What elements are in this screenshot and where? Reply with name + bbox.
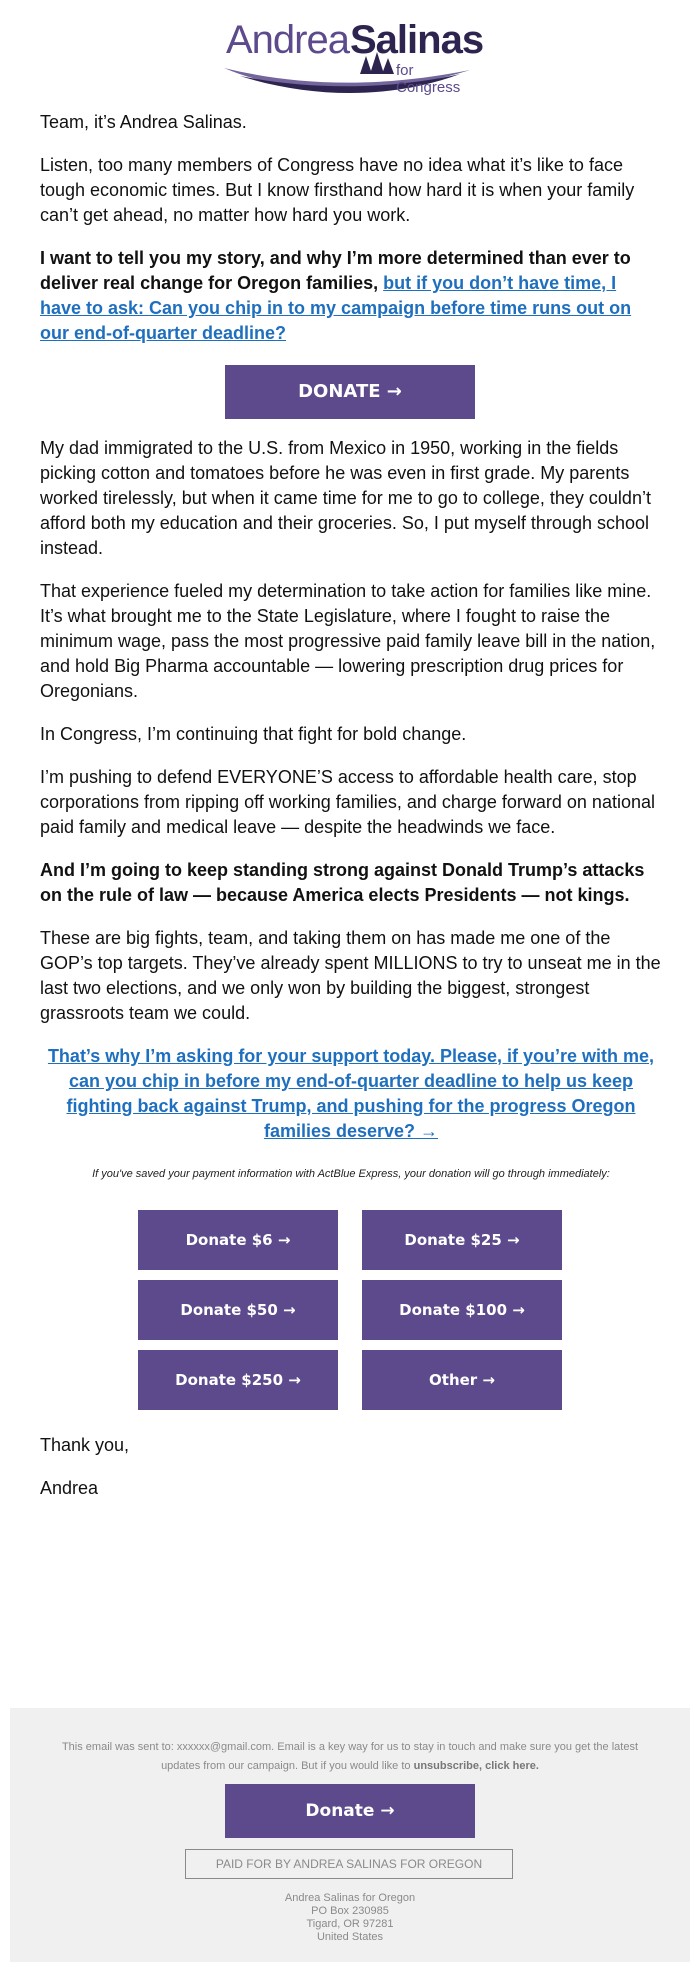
paragraph-story-ask [40,246,662,346]
paragraph-trump: And I’m going to keep standing strong against Donald Trump’s attacks on the rule of law — because America elects Presidents — not kings. [40,860,645,905]
signature: Andrea [40,1478,99,1498]
address-line: Tigard, OR 97281 [306,1918,394,1930]
actblue-note: If you've saved your payment information with ActBlue Express, your donation will go through immediately: [92,1168,610,1180]
donate-100-button[interactable]: Donate $100 → [362,1280,562,1340]
support-cta-link[interactable]: That’s why I’m asking for your support today. Please, if you’re with me, can you chip in before my end-of-quarter deadline to help us keep fighting back against Trump, and pushing for the progress Oregon families deserve? → [47,1046,655,1141]
donate-main-button[interactable]: DONATE → [225,365,475,419]
paid-for-disclaimer: PAID FOR BY ANDREA SALINAS FOR OREGON [185,1849,513,1879]
chip-in-link[interactable]: but if you don’t have time, I have to ask: Can you chip in to my campaign before time runs out on our end-of-quarter deadline? [40,273,632,343]
paragraph-legislature: That experience fueled my determination to take action for families like mine. It’s what brought me to the State Legislature, where I fought to raise the minimum wage, pass the most progressive paid family leave bill in the nation, and hold Big Pharma accountable — lowering prescription drug prices for Oregonians. [40,581,656,701]
address-line: United States [316,1931,384,1943]
footer-notice [50,1738,650,1776]
logo-subtitle: for Congress [396,62,461,96]
paragraph-intro: Listen, too many members of Congress have no idea what it’s like to face tough economic times. But I know firsthand how hard it is when your family can’t get ahead, no matter how hard you work. [40,155,635,225]
donate-6-button[interactable]: Donate $6 → [138,1210,338,1270]
footer-donate-button[interactable]: Donate → [225,1784,475,1838]
address-line: Andrea Salinas for Oregon [284,1892,416,1904]
logo-first-name: Andrea [226,18,349,62]
unsubscribe-link[interactable]: unsubscribe, click here. [413,1760,539,1772]
donate-other-button[interactable]: Other → [362,1350,562,1410]
footer-sent-text: This email was sent to: xxxxxx@gmail.com. Email is a key way for us to stay in touch and make sure you get the latest updates from our campaign. But if you would like to [61,1741,639,1772]
story-ask-bold: I want to tell you my story, and why I’m more determined than ever to deliver real change for Oregon families, [40,248,631,293]
paragraph-family: My dad immigrated to the U.S. from Mexico in 1950, working in the fields picking cotton and tomatoes before he was even in first grade. My parents worked tirelessly, but when it came time for me to go to college, they couldn’t afford both my education and their groceries. So, I put myself through school instead. [40,438,651,558]
logo-last-name: Salinas [350,18,484,62]
campaign-logo [220,12,484,96]
signoff: Thank you, [40,1435,130,1455]
donate-250-button[interactable]: Donate $250 → [138,1350,338,1410]
mailing-address [50,1892,650,1944]
paragraph-targets: These are big fights, team, and taking them on has made me one of the GOP’s top targets. They’ve already spent MILLIONS to try to unseat me in the last two elections, and we only won by building the biggest, strongest grassroots team we could. [40,928,661,1023]
paragraph-congress: In Congress, I’m continuing that fight for bold change. [40,724,467,744]
support-cta [40,1044,662,1144]
donate-25-button[interactable]: Donate $25 → [362,1210,562,1270]
greeting: Team, it’s Andrea Salinas. [40,112,247,132]
address-line: PO Box 230985 [311,1905,389,1917]
footer [10,1708,690,1962]
paragraph-priorities: I’m pushing to defend EVERYONE’S access to affordable health care, stop corporations from ripping off working families, and charge forward on national paid family and medical leave — despite the headwinds we face. [40,767,655,837]
donate-50-button[interactable]: Donate $50 → [138,1280,338,1340]
